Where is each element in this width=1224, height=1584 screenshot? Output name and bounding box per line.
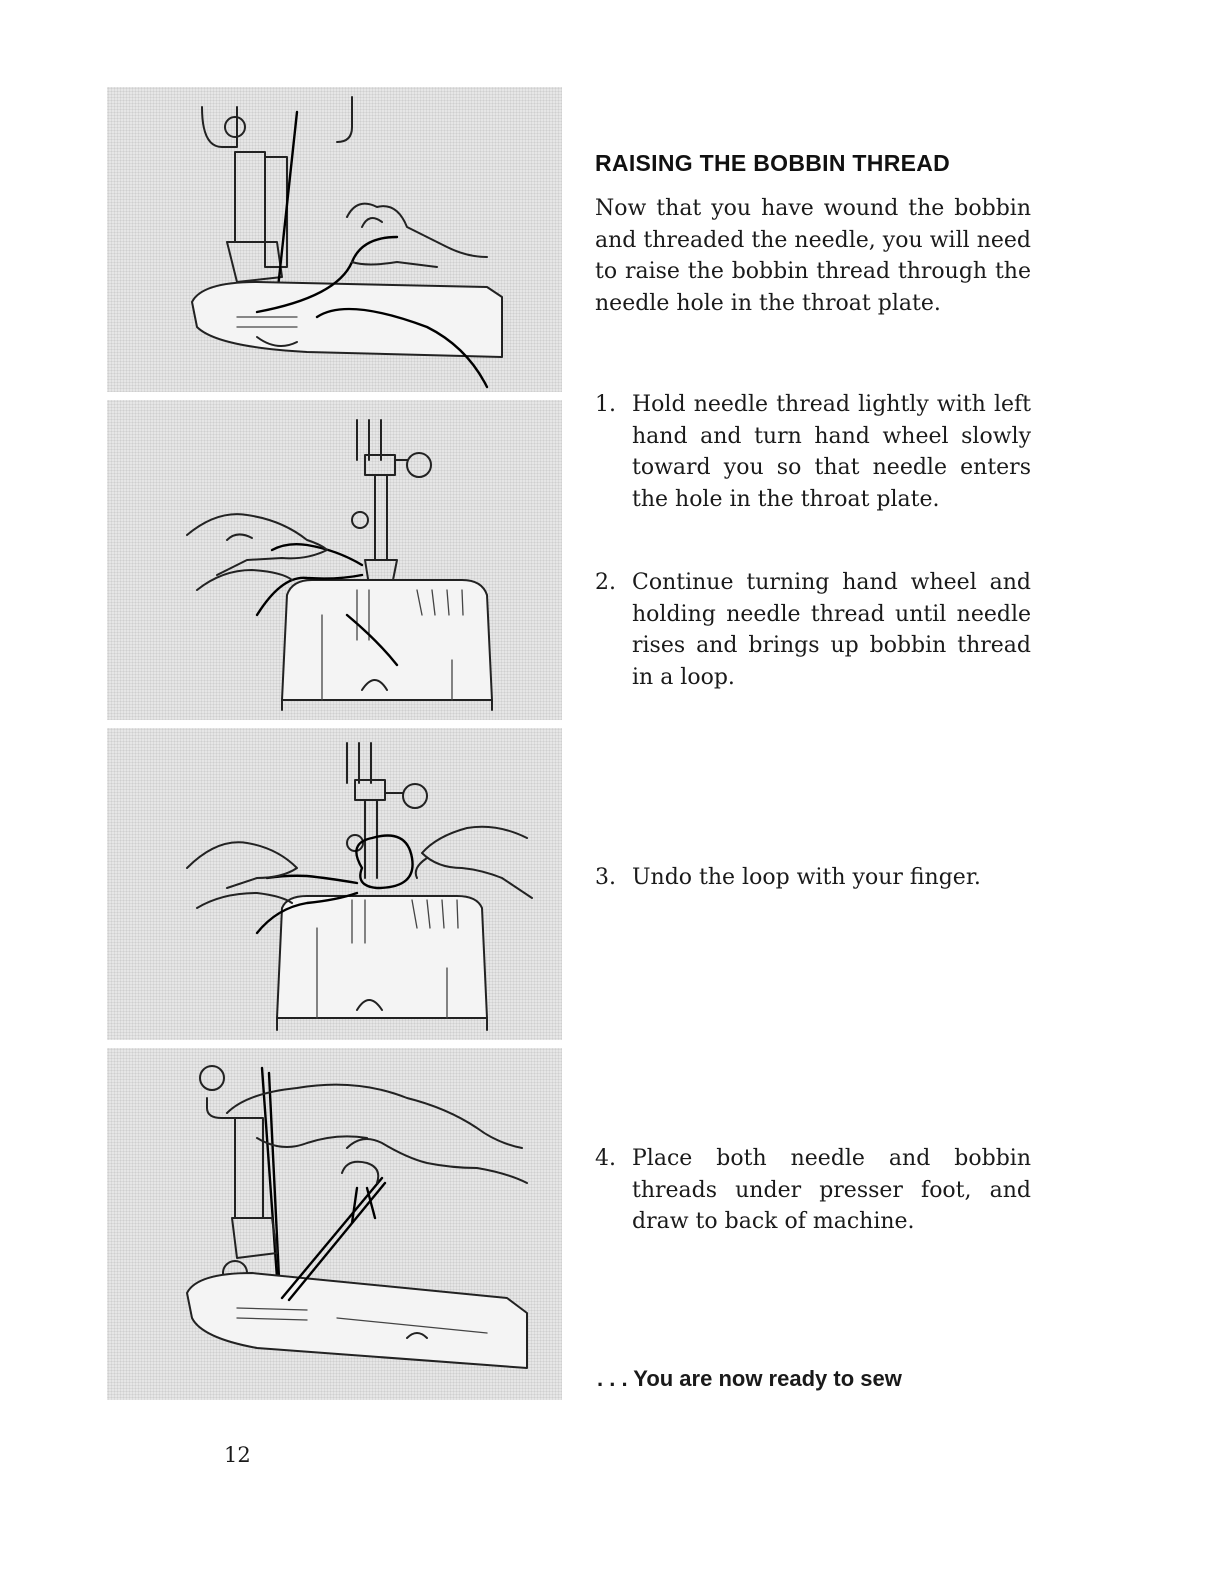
hand-holding-needle-thread-icon bbox=[107, 87, 562, 392]
needle-entering-throat-plate-icon bbox=[107, 400, 562, 720]
step-number: 1. bbox=[595, 392, 616, 417]
step-number: 4. bbox=[595, 1146, 616, 1171]
undo-bobbin-loop-icon bbox=[107, 728, 562, 1040]
intro-paragraph: Now that you have wound the bobbin and threaded the needle, you will need to raise the bobbin thread through the needle hole in the throat plate. bbox=[595, 196, 1031, 316]
step-text: Continue turning hand wheel and holding needle thread until needle rises and brings up bobbin thread in a loop. bbox=[632, 570, 1031, 690]
step-number: 3. bbox=[595, 865, 616, 890]
illustration-threads-under-foot bbox=[107, 1048, 562, 1400]
step-item bbox=[595, 567, 1031, 693]
step-item bbox=[595, 1143, 1031, 1238]
illustration-holding-needle-thread bbox=[107, 87, 562, 392]
step-item bbox=[595, 389, 1031, 515]
ready-to-sew-note: . . . You are now ready to sew bbox=[597, 1366, 902, 1391]
section-title: RAISING THE BOBBIN THREAD bbox=[595, 150, 951, 176]
step-item bbox=[595, 862, 1031, 894]
step-text: Place both needle and bobbin threads under presser foot, and draw to back of machine. bbox=[632, 1146, 1031, 1234]
step-text: Hold needle thread lightly with left hand and turn hand wheel slowly toward you so that needle enters the hole in the throat plate. bbox=[632, 392, 1031, 512]
page-number: 12 bbox=[224, 1443, 251, 1467]
illustration-undo-loop bbox=[107, 728, 562, 1040]
step-text: Undo the loop with your finger. bbox=[632, 865, 981, 890]
step-number: 2. bbox=[595, 570, 616, 595]
illustration-needle-entering-plate bbox=[107, 400, 562, 720]
threads-under-presser-foot-icon bbox=[107, 1048, 562, 1400]
